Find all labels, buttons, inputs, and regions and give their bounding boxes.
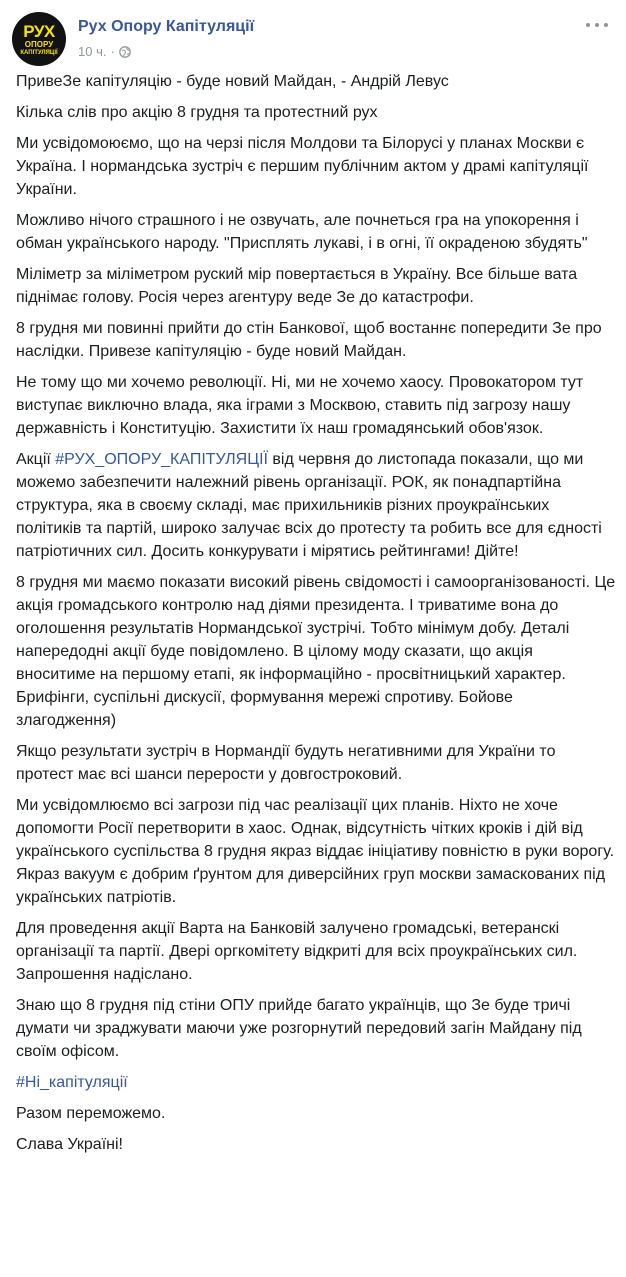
paragraph-text: від червня до листопада показали, що ми можемо забезпечити належний рівень організації. РОК, як понадпартійна структура, яка в своєму складі, має прихильників різних проукраїнських політиків та партій, широко залучає всіх до протесту та робить все для єдності патріотичних сил. Досить конкурувати і мірятись рейтингами! Дійте! [16, 451, 602, 560]
avatar-logo-subtext-small: КАПІТУЛЯЦІЇ [20, 49, 58, 56]
meta-separator: · [110, 44, 115, 59]
post-meta [78, 44, 131, 59]
post-paragraph [16, 1071, 616, 1094]
page-avatar[interactable] [12, 12, 66, 66]
avatar-logo-text: РУХ [23, 21, 55, 41]
post-paragraph: Можливо нічого страшного і не озвучать, але почнеться гра на упокорення і обман українського народу. "Присплять лукаві, і в огні, її окраденою збудять" [16, 212, 588, 252]
post-paragraph: 8 грудня ми повинні прийти до стін Банкової, щоб востаннє попередити Зе про наслідки. Привезе капітуляцію - буде новий Майдан. [16, 320, 602, 360]
post-paragraph: Ми усвідомлюємо всі загрози під час реалізації цих планів. Ніхто не хоче допомогти Росії перетворити в хаос. Однак, відсутність чітких кроків і дій від українського суспільства 8 грудня якраз віддає ініціативу повністю в руки ворогу. Якраз вакуум є добрим ґрунтом для диверсійних груп москви замаскованих під українських патріотів. [16, 797, 615, 906]
post-body [16, 70, 616, 1164]
post-paragraph [16, 448, 616, 563]
more-options-icon[interactable] [586, 18, 608, 32]
page-name-link[interactable]: Рух Опору Капітуляції [78, 18, 255, 35]
post-paragraph: Для проведення акції Варта на Банковій залучено громадські, ветеранскі організації та партії. Двері оргкомітету відкриті для всіх проукраїнських сил. Запрошення надіслано. [16, 920, 578, 983]
post-paragraph: ПривеЗе капітуляцію - буде новий Майдан, - Андрій Левус [16, 73, 449, 90]
post-paragraph: Міліметр за міліметром руский мір повертається в Україну. Все більше вата піднімає голову. Росія через агентуру веде Зе до катастрофи. [16, 266, 578, 306]
post-paragraph: Не тому що ми хочемо революції. Ні, ми не хочемо хаосу. Провокатором тут виступає виключно влада, яка іграми з Москвою, ставить під загрозу нашу державність і Конституцію. Захистити їх наш громадянський обов'язок. [16, 374, 584, 437]
post-paragraph: 8 грудня ми маємо показати високий рівень свідомості і самоорганізованості. Це акція громадського контролю над діями президента. І триватиме вона до оголошення результатів Нормандської зустрічі. Тобто мінімум добу. Деталі напередодні акції буде повідомлено. В цілому моду сказати, що акція вноситиме на першому етапі, як інформаційно - просвітницький характер. Брифінги, суспільні дискусії, формування мережі спротиву. Бойове злагодження) [16, 574, 616, 729]
globe-icon[interactable] [119, 46, 131, 58]
post-paragraph: Слава Україні! [16, 1136, 123, 1153]
post-paragraph: Разом переможемо. [16, 1105, 166, 1122]
post-paragraph: Ми усвідомоюємо, що на черзі після Молдови та Білорусі у планах Москви є Україна. І нормандська зустріч є першим публічним актом у драмі капітуляції України. [16, 135, 589, 198]
avatar-logo [14, 14, 64, 64]
paragraph-text: Акції [16, 451, 56, 468]
post-paragraph: Кілька слів про акцію 8 грудня та протестний рух [16, 104, 378, 121]
post-paragraph: Якщо результати зустріч в Нормандії будуть негативними для України то протест має всі шанси перерости у довгостроковий. [16, 743, 556, 783]
hashtag-link[interactable]: #РУХ_ОПОРУ_КАПІТУЛЯЦІЇ [55, 451, 268, 468]
hashtag-link[interactable]: #Ні_капітуляції [16, 1074, 128, 1091]
post-paragraph: Знаю що 8 грудня під стіни ОПУ прийде багато українців, що Зе буде тричі думати чи зраджувати маючи уже розгорнутий передовий загін Майдану під своїм офісом. [16, 997, 582, 1060]
post-timestamp[interactable]: 10 ч. [78, 44, 107, 59]
post-header [12, 12, 614, 68]
avatar-logo-subtext: ОПОРУ [24, 39, 54, 49]
